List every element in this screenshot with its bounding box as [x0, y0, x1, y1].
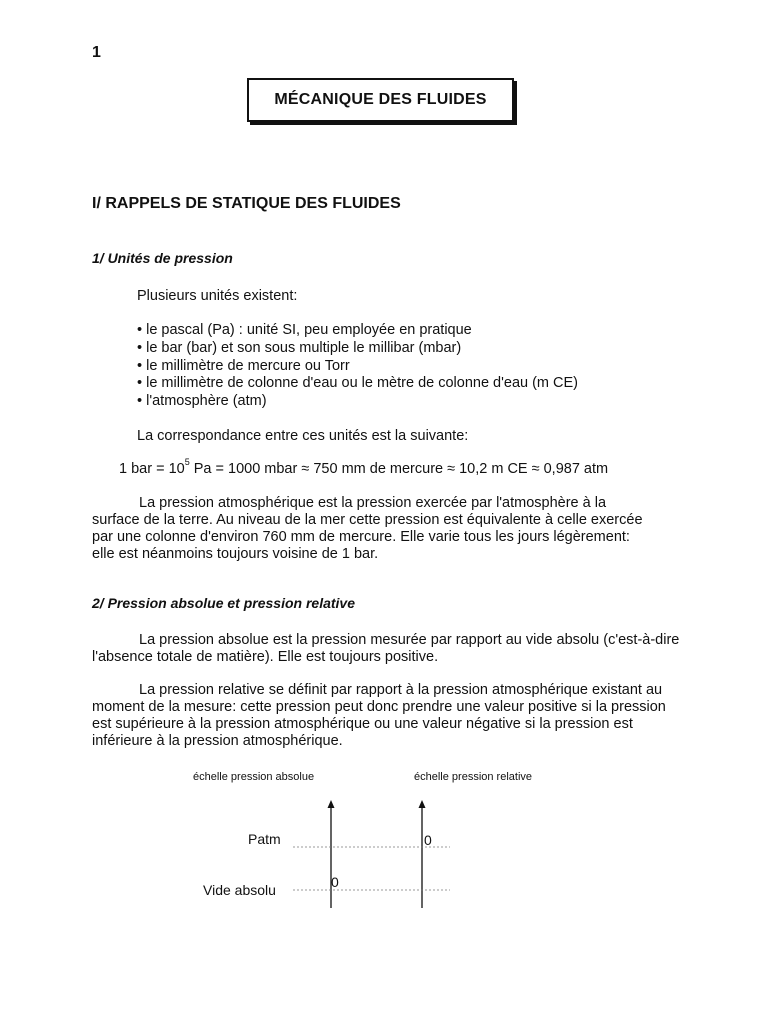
list-item: • l'atmosphère (atm): [137, 393, 578, 411]
subsection-pressure-title: 2/ Pression absolue et pression relative: [92, 595, 355, 611]
formula-part-a: 1 bar = 10: [119, 461, 185, 477]
list-item: • le millimètre de colonne d'eau ou le mètre de colonne d'eau (m CE): [137, 375, 578, 393]
subsection-units-title: 1/ Unités de pression: [92, 250, 233, 266]
relative-scale-axis: [419, 800, 426, 908]
page-number: 1: [92, 44, 101, 61]
zero-absolute-label: 0: [331, 874, 339, 890]
vide-absolu-label: Vide absolu: [203, 882, 276, 898]
units-intro: Plusieurs unités existent:: [137, 288, 298, 304]
list-item: • le millimètre de mercure ou Torr: [137, 358, 578, 376]
list-item: • le pascal (Pa) : unité SI, peu employée en pratique: [137, 322, 578, 340]
relative-scale-label: échelle pression relative: [414, 771, 533, 783]
absolute-scale-axis: [328, 800, 335, 908]
correspondence-intro: La correspondance entre ces unités est la suivante:: [137, 428, 469, 444]
atmospheric-pressure-paragraph: La pression atmosphérique est la pression exercée par l'atmosphère à la surface de la terre. Au niveau de la mer cette pression est équivalente à celle exercée par une colonne d'environ 760 mm de mercure. Elle varie tous les jours légèrement: elle est néanmoins toujours voisine de 1 bar.: [92, 495, 643, 562]
patm-label: Patm: [248, 831, 281, 847]
list-item: • le bar (bar) et son sous multiple le millibar (mbar): [137, 340, 578, 358]
absolute-pressure-paragraph: La pression absolue est la pression mesurée par rapport au vide absolu (c'est-à-dire l'absence totale de matière). Elle est toujours positive.: [92, 632, 680, 665]
formula-exponent: 5: [184, 457, 190, 468]
document-title: MÉCANIQUE DES FLUIDES: [274, 91, 487, 108]
relative-pressure-paragraph: La pression relative se définit par rapport à la pression atmosphérique existant au moment de la mesure: cette pression peut donc prendre une valeur positive si la pression est supérieure à la pression atmosphérique ou une valeur négative si la pression est inférieure à la pression atmosphérique.: [92, 682, 666, 749]
section-title: I/ RAPPELS DE STATIQUE DES FLUIDES: [92, 195, 401, 212]
formula-part-b: Pa = 1000 mbar ≈ 750 mm de mercure ≈ 10,2 m CE ≈ 0,987 atm: [189, 461, 609, 477]
zero-relative-label: 0: [424, 832, 432, 848]
absolute-scale-label: échelle pression absolue: [193, 771, 315, 783]
